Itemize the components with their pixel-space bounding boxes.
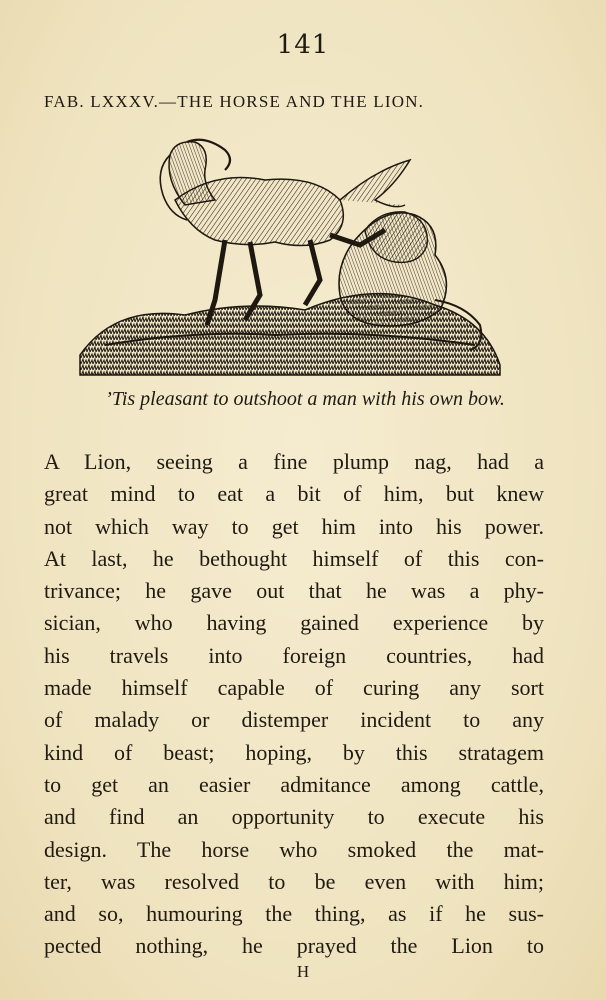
body-line: not which way to get him into his power.: [44, 513, 544, 539]
fable-title: FAB. LXXXV.—THE HORSE AND THE LION.: [44, 92, 425, 111]
body-line: great mind to eat a bit of him, but knew: [44, 481, 544, 507]
body-line: At last, he bethought himself of this con-: [44, 545, 544, 571]
woodcut-illustration: [75, 130, 505, 380]
body-line: A Lion, seeing a fine plump nag, had a: [44, 449, 544, 474]
body-line: of malady or distemper incident to any: [44, 707, 544, 733]
body-line: pected nothing, he prayed the Lion to: [44, 933, 544, 959]
body-line: and so, humouring the thing, as if he sus-: [44, 901, 544, 927]
body-line: his travels into foreign countries, had: [44, 642, 544, 668]
body-line: sician, who having gained experience by: [44, 610, 544, 636]
page-number: 141: [276, 30, 330, 60]
body-line: to get an easier admitance among cattle,: [44, 771, 544, 797]
body-line: made himself capable of curing any sort: [44, 675, 544, 701]
body-line: and find an opportunity to execute his: [44, 804, 544, 830]
body-line: design. The horse who smoked the mat-: [44, 836, 544, 862]
body-line: kind of beast; hoping, by this stratagem: [44, 739, 544, 765]
body-line: trivance; he gave out that he was a phy-: [44, 578, 544, 604]
fable-moral-caption: ’Tis pleasant to outshoot a man with his own bow.: [105, 388, 505, 410]
body-line: ter, was resolved to be even with him;: [44, 868, 544, 894]
fable-body-text: [44, 446, 544, 963]
signature-mark: H: [296, 962, 310, 981]
